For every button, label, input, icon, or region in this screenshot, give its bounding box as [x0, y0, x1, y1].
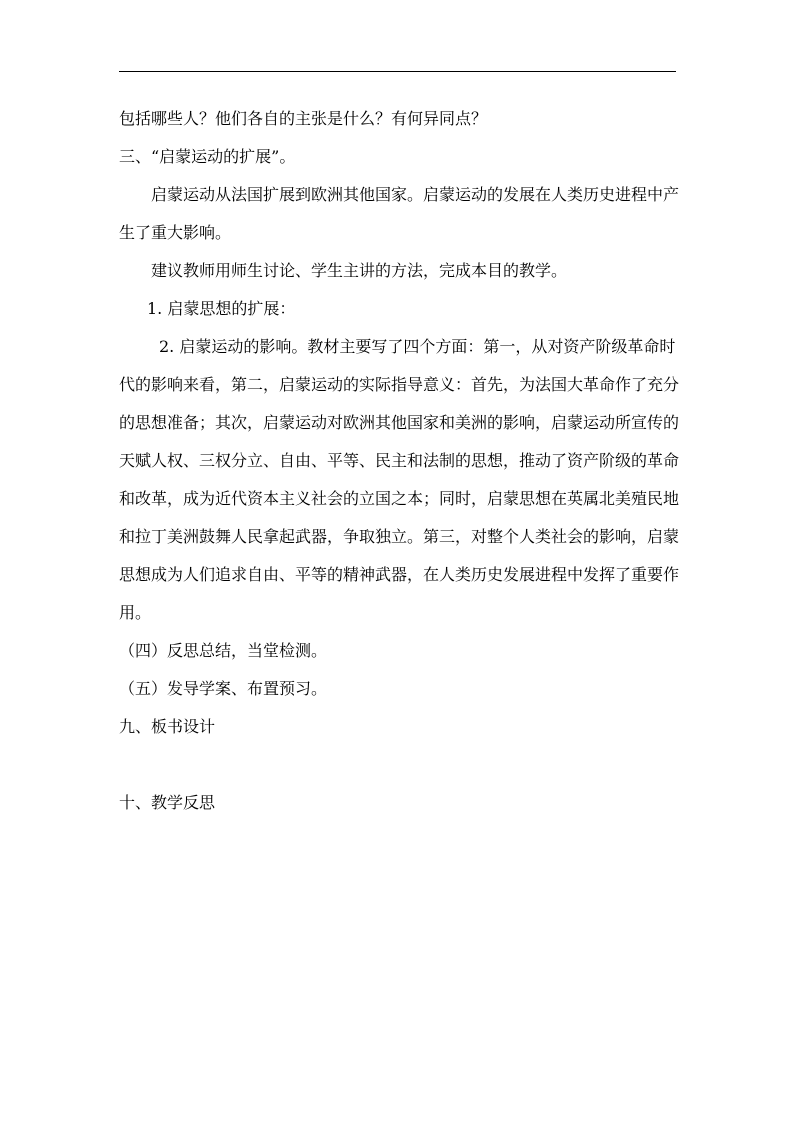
- blank-space: [119, 746, 679, 784]
- section-heading-enlightenment-expansion: 三、“启蒙运动的扩展”。: [119, 147, 296, 166]
- paragraph-reflection-summary: （四）反思总结，当堂检测。: [119, 641, 328, 660]
- section-heading-teaching-reflection: 十、教学反思: [119, 793, 216, 812]
- list-item-thought-expansion: 1. 启蒙思想的扩展：: [147, 299, 296, 318]
- header-rule: [119, 71, 676, 72]
- document-body: [119, 100, 679, 822]
- paragraph-question-continuation: 包括哪些人？他们各自的主张是什么？有何异同点？: [119, 109, 488, 128]
- paragraph-teaching-suggestion: 建议教师用师生讨论、学生主讲的方法，完成本目的教学。: [151, 261, 568, 280]
- paragraph-guided-study: （五）发导学案、布置预习。: [119, 679, 328, 698]
- paragraph-expansion-summary: 启蒙运动从法国扩展到欧洲其他国家。启蒙运动的发展在人类历史进程中产生了重大影响。: [119, 185, 680, 242]
- list-item-enlightenment-impact: 2. 启蒙运动的影响。教材主要写了四个方面：第一，从对资产阶级革命时代的影响来看，第二，启蒙运动的实际指导意义：首先，为法国大革命作了充分的思想准备；其次，启蒙运动对欧洲其他国家和美洲的影响，启蒙运动所宣传的天赋人权、三权分立、自由、平等、民主和法制的思想，推动了资产阶级的革命和改革，成为近代资本主义社会的立国之本；同时，启蒙思想在英属北美殖民地和拉丁美洲鼓舞人民拿起武器，争取独立。第三，对整个人类社会的影响，启蒙思想成为人们追求自由、平等的精神武器，在人类历史发展进程中发挥了重要作用。: [119, 337, 680, 622]
- section-heading-blackboard-design: 九、板书设计: [119, 717, 216, 736]
